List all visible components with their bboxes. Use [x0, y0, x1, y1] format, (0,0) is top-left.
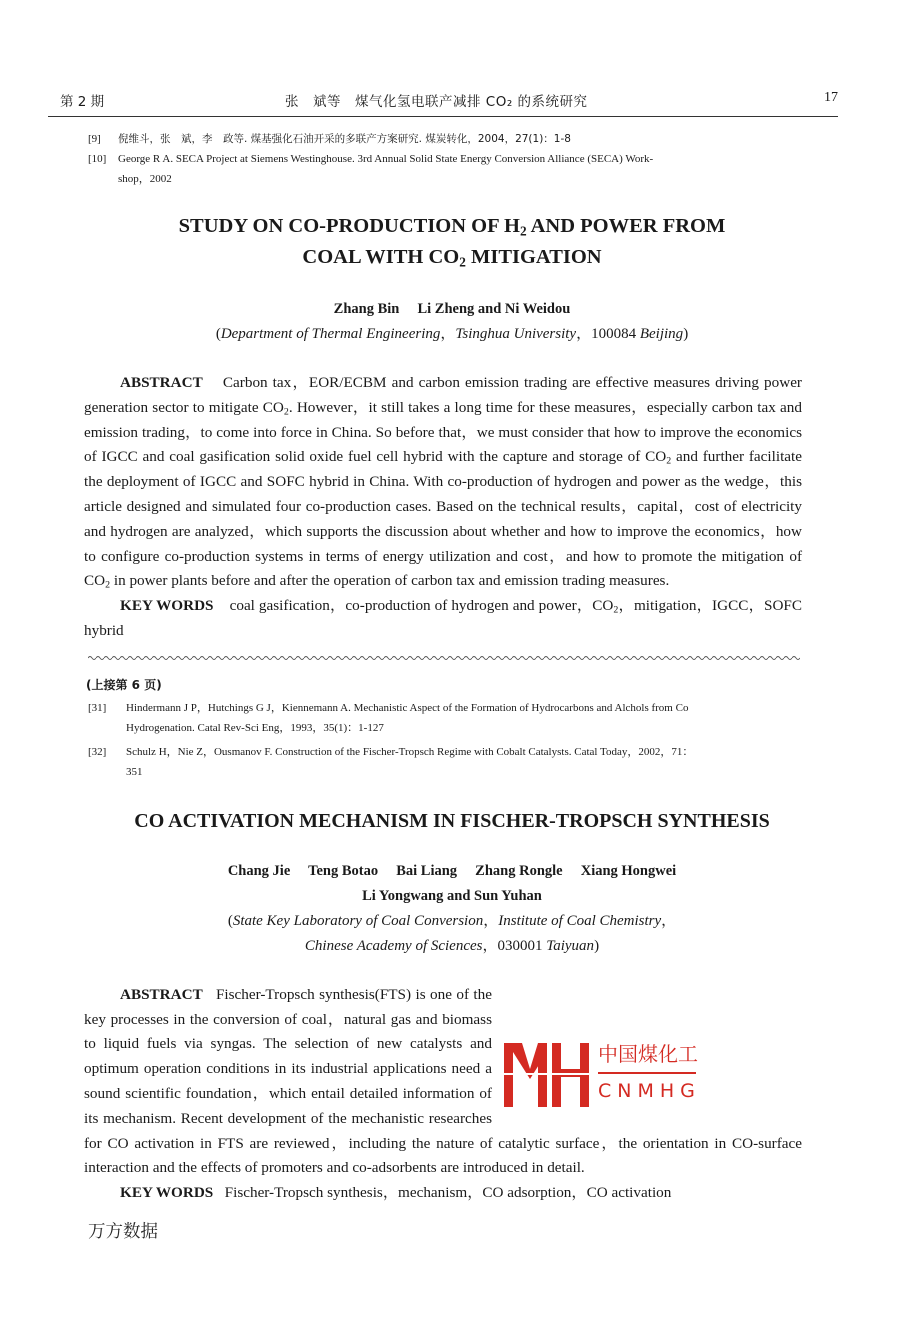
reference-body [126, 698, 844, 738]
reference-body [118, 149, 844, 189]
article-affiliation-line2: Chinese Academy of Sciences，030001 Taiyuan) [304, 937, 600, 954]
reference-text: 倪维斗，张 斌，李 政等. 煤基强化石油开采的多联产方案研究. 煤炭转化，2004，27(1)：1-8 [118, 133, 571, 145]
page-number: 17 [824, 90, 838, 105]
reference-text-continued: 351 [126, 765, 143, 778]
source-watermark: 万方数据 [88, 1221, 158, 1242]
article-affiliation: (Department of Thermal Engineering，Tsinghua University，100084 Beijing) [215, 326, 689, 342]
reference-number: [31] [88, 701, 107, 714]
running-header [60, 90, 838, 112]
article-abstract [84, 983, 802, 1181]
reference-number: [32] [88, 745, 107, 758]
article-authors-line2: Li Yongwang and Sun Yuhan [362, 887, 542, 904]
article-authors: Zhang Bin Li Zheng and Ni Weidou [333, 301, 571, 317]
running-title: 张 斌等 煤气化氢电联产减排 CO₂ 的系统研究 [285, 94, 588, 110]
watermark-logo [502, 1039, 802, 1113]
logo-divider [598, 1072, 696, 1074]
keywords-label: KEY WORDS [120, 597, 214, 615]
reference-text: Schulz H，Nie Z，Ousmanov F. Construction of the Fischer-Tropsch Regime with Cobalt Catalysts. Catal Today，2002，71： [126, 745, 694, 758]
reference-item [88, 149, 844, 189]
reference-text: Hindermann J P，Hutchings G J，Kiennemann A. Mechanistic Aspect of the Formation of Hydrocarbons and Alchols from Co [126, 701, 689, 714]
article-title-line1: STUDY ON CO-PRODUCTION OF $H_2$ AND POWER FROM [178, 215, 726, 239]
article-abstract: ABSTRACT Carbon tax，EOR/ECBM and carbon emission trading are effective measures driving power generation sector to mitigate $CO_2$. However，it still takes a long time for these measures，especially carbon tax and emission trading，to come into force in China. So before that，we must consider that how to improve the economics of IGCC and coal gasification solid oxide fuel cell hybrid with the capture and storage of $CO_2$ and further facilitate the deployment of IGCC and SOFC hybrid in China. With co-production of hydrogen and power as the wedge，this article designed and simulated four co-production cases. Based on the technical results，capital，cost of electricity and hydrogen are analyzed，which supports the discussion about whether and how to improve the economics，how to configure co-production systems in terms of energy utilization and cost，and how to promote the mitigation of $CO_2$ in power plants before and after the operation of carbon tax and emission trading measures. [84, 374, 802, 591]
article-keywords: KEY WORDS Fischer-Tropsch synthesis，mechanism，CO adsorption，CO activation [120, 1184, 672, 1202]
reference-number: [9] [88, 133, 101, 145]
reference-item [88, 698, 844, 738]
reference-number: [10] [88, 153, 107, 165]
article-authors-line1: Chang Jie Teng Botao Bai Liang Zhang Rongle Xiang Hongwei [227, 862, 677, 879]
wavy-divider [88, 654, 800, 662]
article-title-line2: COAL WITH $CO_2$ MITIGATION [302, 246, 602, 270]
reference-text: George R A. SECA Project at Siemens Westinghouse. 3rd Annual Solid State Energy Conversion Alliance (SECA) Work- [118, 153, 654, 165]
article-keywords: KEY WORDS coal gasification，co-production of hydrogen and power，$CO_2$，mitigation，IGCC，SOFC hybrid [84, 597, 802, 639]
abstract-label: ABSTRACT [120, 374, 203, 391]
reference-item [88, 129, 844, 149]
header-rule [48, 116, 838, 117]
article-title [60, 211, 844, 273]
reference-item [88, 742, 844, 782]
reference-list [88, 129, 844, 189]
issue-label: 第 2 期 [60, 94, 105, 110]
reference-list [88, 698, 844, 782]
cnmhg-logo-mark-icon [502, 1039, 592, 1111]
abstract-label: ABSTRACT [120, 985, 203, 1003]
reference-text-continued: shop，2002 [118, 173, 172, 185]
logo-chinese-text: 中国煤化工 [598, 1041, 698, 1066]
abstract-text: Fischer-Tropsch synthesis(FTS) is one of the key processes in the conversion of coal，natural gas and biomass to liquid fuels via syngas. The selection of new catalysts and optimum operation conditions in its industrial applications need a sound scientific foundation，which entail detailed information of its mechanism. Recent development of the mechanistic researches for CO activation in FTS are reviewed，including the nature of catalytic surface，the orientation in CO-surface interaction and the effects of promoters and co-adsorbents are introduced in detail. [84, 985, 802, 1177]
logo-english-text: CNMHG [598, 1079, 701, 1102]
article-affiliation-line1: (State Key Laboratory of Coal Conversion，Institute of Coal Chemistry， [227, 912, 677, 929]
reference-text-continued: Hydrogenation. Catal Rev-Sci Eng，1993，35(1)：1-127 [126, 721, 384, 734]
reference-body [126, 742, 844, 782]
article-title: CO ACTIVATION MECHANISM IN FISCHER-TROPSCH SYNTHESIS [134, 809, 770, 832]
keywords-label: KEY WORDS [120, 1184, 214, 1202]
continued-from-note: (上接第 6 页) [86, 677, 162, 692]
